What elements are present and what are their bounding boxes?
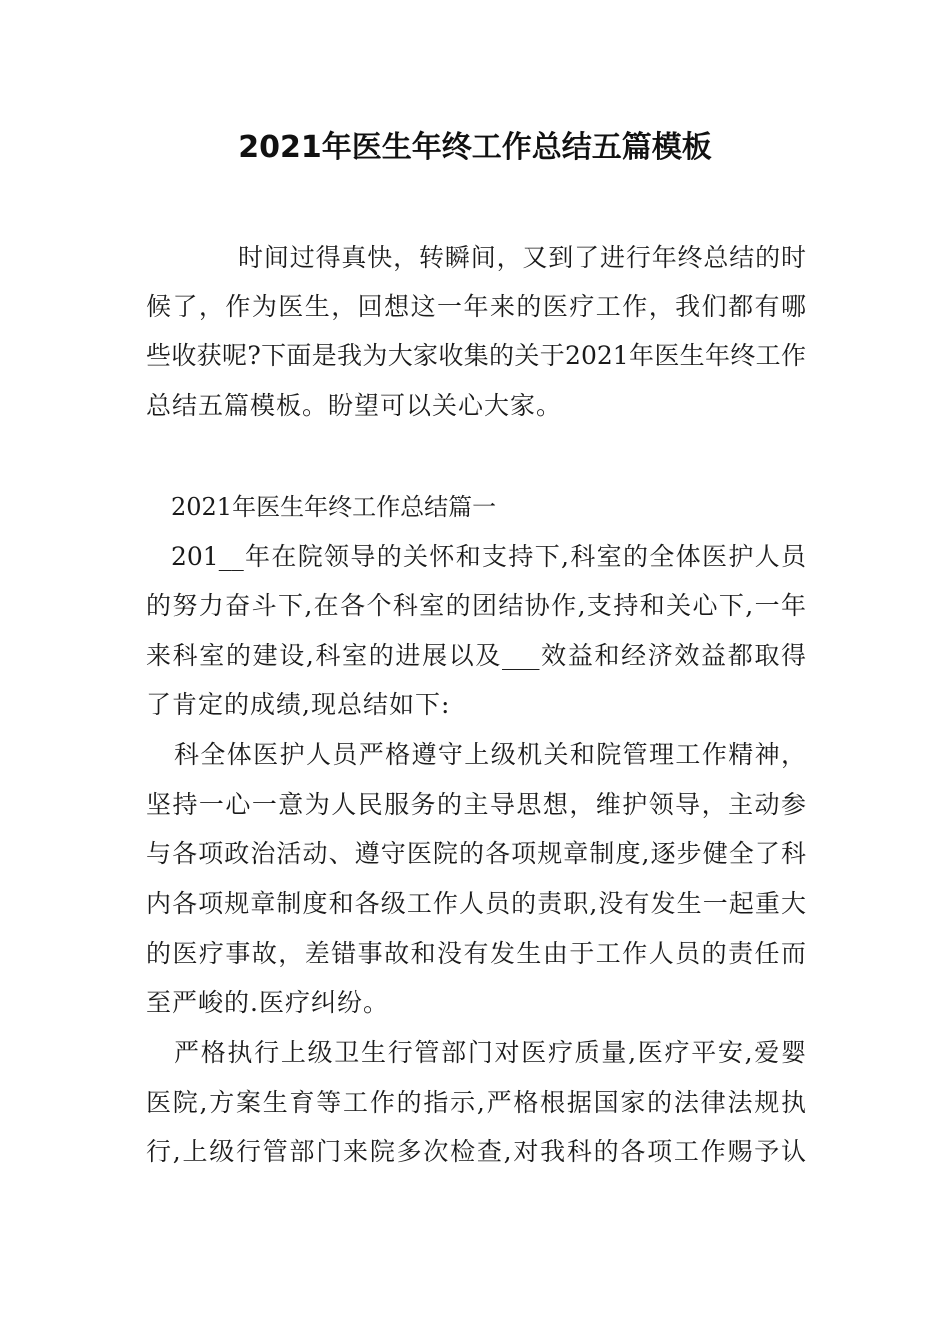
section-heading: 2021年医生年终工作总结篇一 [171,493,497,521]
paragraph-line: 的医疗事故，差错事故和没有发生由于工作人员的责任而 [146,939,806,968]
paragraph-line: 坚持一心一意为人民服务的主导思想，维护领导，主动参 [146,790,806,819]
paragraph-line: 了肯定的成绩,现总结如下: [146,690,451,719]
intro-line: 候了，作为医生，回想这一年来的医疗工作，我们都有哪 [146,292,806,321]
intro-line: 总结五篇模板。盼望可以关心大家。 [146,391,563,420]
paragraph-line: 的努力奋斗下,在各个科室的团结协作,支持和关心下,一年 [146,591,806,620]
paragraph-line: 内各项规章制度和各级工作人员的责职,没有发生一起重大 [146,889,806,918]
paragraph-line: 201__年在院领导的关怀和支持下,科室的全体医护人员 [171,542,806,571]
paragraph-line: 科全体医护人员严格遵守上级机关和院管理工作精神， [174,740,806,769]
paragraph-line: 至严峻的.医疗纠纷。 [146,988,389,1017]
paragraph-line: 与各项政治活动、遵守医院的各项规章制度,逐步健全了科 [146,839,806,868]
intro-line: 时间过得真快，转瞬间，又到了进行年终总结的时 [238,243,806,272]
paragraph-line: 严格执行上级卫生行管部门对医疗质量,医疗平安,爱婴 [174,1038,806,1067]
paragraph-line: 来科室的建设,科室的进展以及___效益和经济效益都取得 [146,641,806,670]
intro-line: 些收获呢?下面是我为大家收集的关于2021年医生年终工作 [146,341,806,370]
paragraph-line: 行,上级行管部门来院多次检查,对我科的各项工作赐予认 [146,1137,806,1166]
document-title: 2021年医生年终工作总结五篇模板 [238,130,712,165]
paragraph-line: 医院,方案生育等工作的指示,严格根据国家的法律法规执 [146,1088,806,1117]
